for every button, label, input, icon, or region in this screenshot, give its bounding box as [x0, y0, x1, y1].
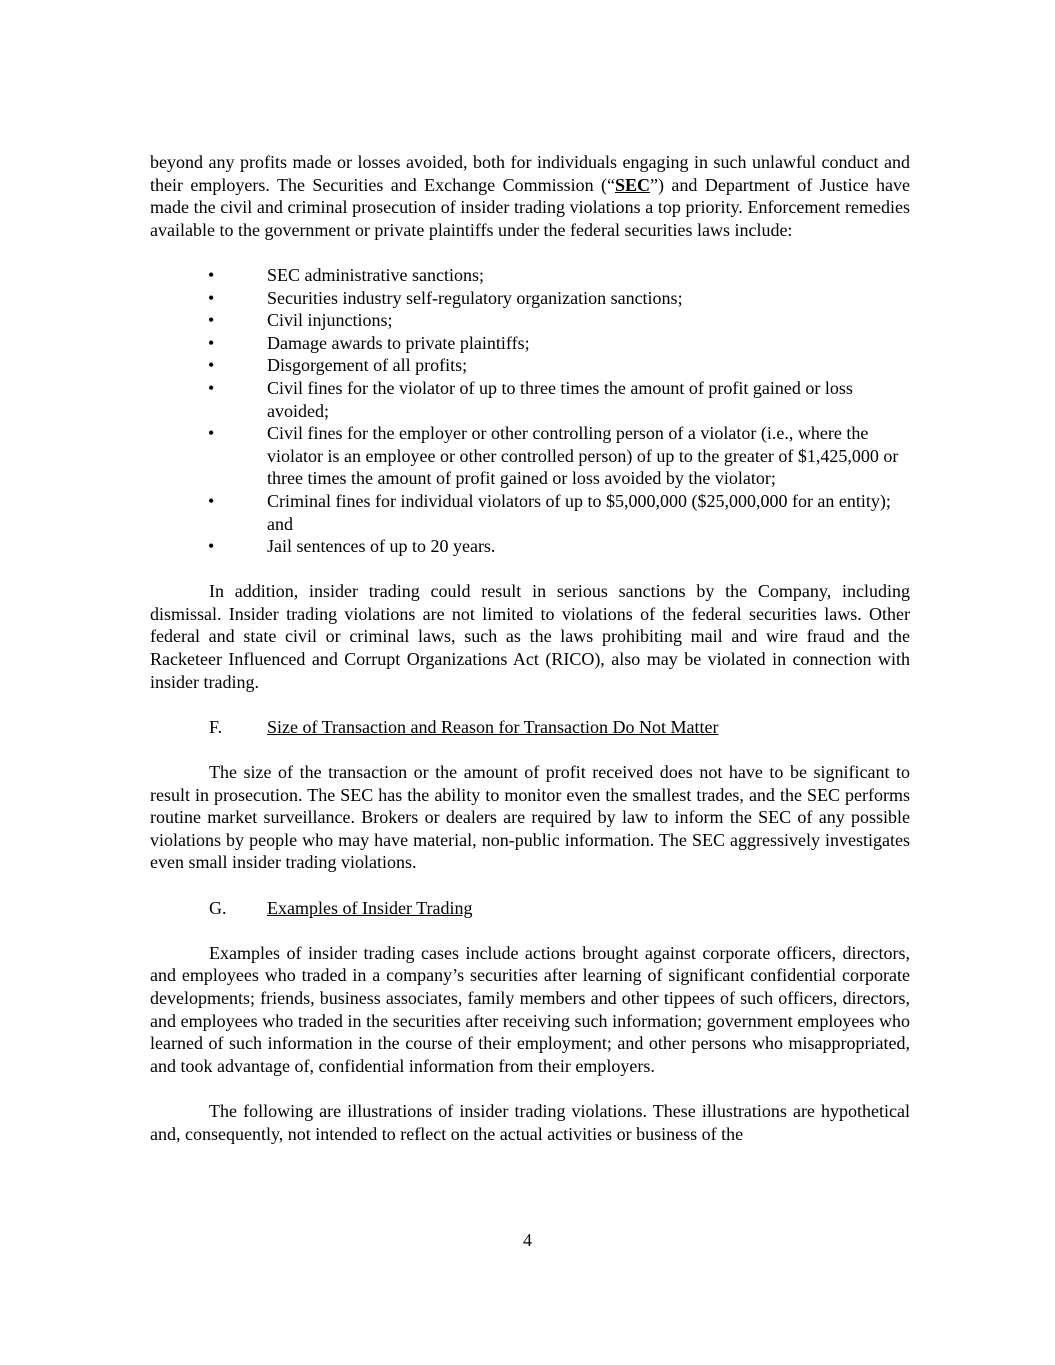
bullet-icon: •	[208, 332, 215, 353]
section-g-heading	[150, 897, 910, 920]
defined-term-sec: SEC	[615, 174, 651, 195]
bullet-icon: •	[208, 355, 215, 376]
illustrations-paragraph: The following are illustrations of insider trading violations. These illustrations are hypothetical and, consequently, not intended to reflect on the actual activities or business of the	[150, 1100, 910, 1144]
additional-sanctions-paragraph: In addition, insider trading could result in serious sanctions by the Company, including dismissal. Insider trading violations are not limited to violations of the federal securities laws. Other federal and state civil or criminal laws, such as the laws prohibiting mail and wire fraud and the Racketeer Influenced and Corrupt Organizations Act (RICO), also may be violated in connection with insider trading.	[150, 581, 910, 692]
list-item: • Criminal fines for individual violators of up to $5,000,000 ($25,000,000 for an entity); and	[208, 490, 891, 534]
section-g-letter: G.	[209, 897, 227, 918]
bullet-icon: •	[208, 423, 215, 444]
list-item: • Civil fines for the employer or other controlling person of a violator (i.e., where the violator is an employee or other controlled person) of up to the greater of $1,425,000 or three times the amount of profit gained or loss avoided by the violator;	[208, 423, 899, 489]
section-f-heading	[150, 716, 910, 739]
page-number: 4	[523, 1230, 532, 1250]
section-f-letter: F.	[209, 716, 223, 737]
bullet-icon: •	[208, 310, 215, 331]
list-item: • Civil injunctions;	[208, 310, 393, 331]
section-g-body: Examples of insider trading cases include actions brought against corporate officers, directors, and employees who traded in a company’s securities after learning of significant confidential corporate developments; friends, business associates, family members and other tippees of such officers, directors, and employees who traded in the securities after receiving such information; government employees who learned of such information in the course of their employment; and other persons who misappropriated, and took advantage of, confidential information from their employers.	[150, 942, 910, 1076]
list-item: • Damage awards to private plaintiffs;	[208, 332, 530, 353]
bullet-icon: •	[208, 490, 215, 511]
list-item: • Civil fines for the violator of up to three times the amount of profit gained or loss avoided;	[208, 377, 853, 421]
list-item: • Disgorgement of all profits;	[208, 355, 468, 376]
section-g-title: Examples of Insider Trading	[267, 897, 473, 918]
bullet-icon: •	[208, 287, 215, 308]
intro-paragraph: beyond any profits made or losses avoided, both for individuals engaging in such unlawful conduct and their employers. The Securities and Exchange Commission (“SEC”) and Department of Justice have made the civil and criminal prosecution of insider trading violations a top priority. Enforcement remedies available to the government or private plaintiffs under the federal securities laws include:	[150, 152, 911, 240]
sanctions-list	[150, 264, 910, 558]
body-text	[150, 151, 910, 1145]
list-item: • Jail sentences of up to 20 years.	[208, 536, 496, 557]
bullet-icon: •	[208, 536, 215, 557]
section-f-title: Size of Transaction and Reason for Transaction Do Not Matter	[267, 716, 719, 737]
list-item: • Securities industry self-regulatory organization sanctions;	[208, 287, 683, 308]
section-f-body: The size of the transaction or the amount of profit received does not have to be significant to result in prosecution. The SEC has the ability to monitor even the smallest trades, and the SEC performs routine market surveillance. Brokers or dealers are required by law to inform the SEC of any possible violations by people who may have material, non-public information. The SEC aggressively investigates even small insider trading violations.	[150, 762, 910, 873]
list-item: • SEC administrative sanctions;	[208, 264, 484, 285]
bullet-icon: •	[208, 264, 215, 285]
bullet-icon: •	[208, 377, 215, 398]
